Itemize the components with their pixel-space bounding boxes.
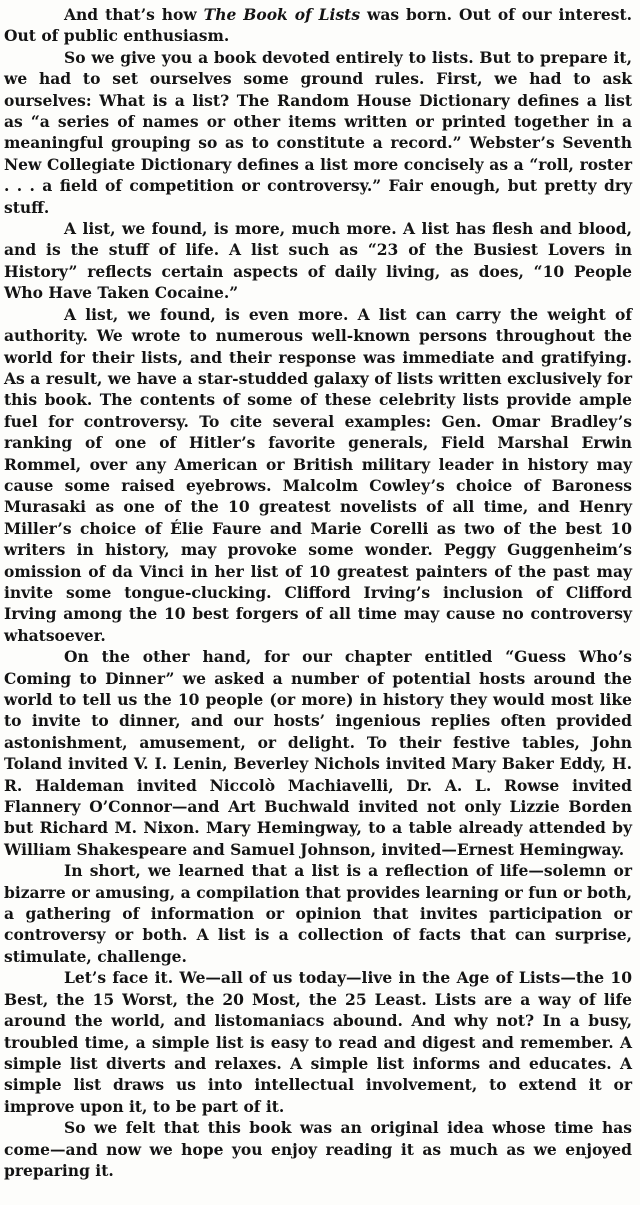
paragraph-closing: So we felt that this book was an original idea whose time has come—and now we hope you enjoy reading it as much as we enjoyed preparing it.	[4, 1118, 632, 1180]
paragraph-more: A list, we found, is more, much more. A list has flesh and blood, and is the stuff of life. A list such as “23 of the Busiest Lovers in History” reflects certain aspects of daily living, as does, “10 People Who Have Taken Cocaine.”	[4, 219, 632, 303]
paragraph-in-short: In short, we learned that a list is a reflection of life—solemn or bizarre or amusing, a compilation that provides learning or fun or both, a gathering of information or opinion that invites participation or controversy or both. A list is a collection of facts that can surprise, stimulate, challenge.	[4, 861, 632, 966]
paragraph-origin-lead: And that’s how	[64, 5, 204, 24]
book-title: The Book of Lists	[203, 5, 361, 24]
paragraph-guess-who: On the other hand, for our chapter entitled “Guess Who’s Coming to Dinner” we asked a number of potential hosts around the world to tell us the 10 people (or more) in history they would most like to invite to dinner, and our hosts’ ingenious replies often provided astonishment, amusement, or delight. To their festive tables, John Toland invited V. I. Lenin, Beverley Nichols invited Mary Baker Eddy, H. R. Haldeman invited Niccolò Machiavelli, Dr. A. L. Rowse invited Flannery O’Connor—and Art Buchwald invited not only Lizzie Borden but Richard M. Nixon. Mary Hemingway, to a table already attended by William Shakespeare and Samuel Johnson, invited—Ernest Hemingway.	[4, 647, 632, 859]
paragraph-authority: A list, we found, is even more. A list can carry the weight of authority. We wrote to numerous well-known persons throughout the world for their lists, and their response was immediate and gratifying. As a result, we have a star-studded galaxy of lists written exclusively for this book. The contents of some of these celebrity lists provide ample fuel for controversy. To cite several examples: Gen. Omar Bradley’s ranking of one of Hitler’s favorite generals, Field Marshal Erwin Rommel, over any American or British military leader in history may cause some raised eyebrows. Malcolm Cowley’s choice of Baroness Murasaki as one of the 10 greatest novelists of all time, and Henry Miller’s choice of Élie Faure and Marie Corelli as two of the best 10 writers in history, may provoke some wonder. Peggy Guggenheim’s omission of da Vinci in her list of 10 greatest painters of the past may invite some tongue-clucking. Clifford Irving’s inclusion of Clifford Irving among the 10 best forgers of all time may cause no controversy whatsoever.	[4, 304, 632, 645]
paragraph-origin	[4, 4, 632, 47]
paragraph-ground-rules: So we give you a book devoted entirely to lists. But to prepare it, we had to set ourselves some ground rules. First, we had to ask ourselves: What is a list? The Random House Dictionary defines a list as “a series of names or other items written or printed together in a meaningful grouping so as to constitute a record.” Webster’s Seventh New Collegiate Dictionary defines a list more concisely as a “roll, roster . . . a field of competition or controversy.” Fair enough, but pretty dry stuff.	[4, 47, 632, 217]
paragraph-origin-tail: was born. Out of our interest. Out of public enthusiasm.	[4, 5, 633, 46]
paragraph-age-of-lists: Let’s face it. We—all of us today—live in the Age of Lists—the 10 Best, the 15 Worst, the 20 Most, the 25 Least. Lists are a way of life around the world, and listomaniacs abound. And why not? In a busy, troubled time, a simple list is easy to read and digest and remember. A simple list diverts and relaxes. A simple list informs and educates. A simple list draws us into intellectual involvement, to extend it or improve upon it, to be part of it.	[4, 968, 632, 1116]
